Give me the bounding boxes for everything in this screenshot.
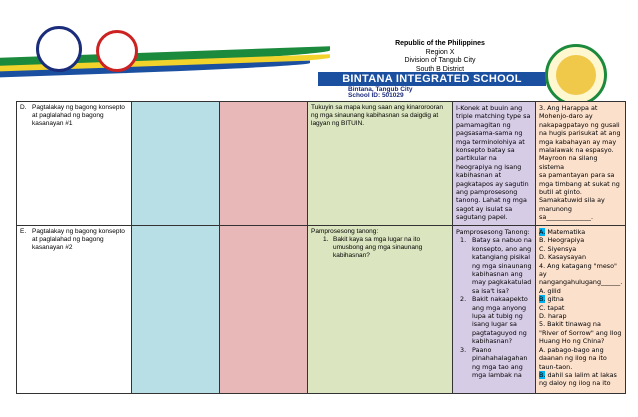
- answer-text: C. Siyensya: [539, 244, 577, 253]
- school-id: School ID: 501029: [348, 92, 404, 99]
- header-line-1: Republic of the Philippines: [395, 40, 485, 47]
- answer-line: butil at ginto.: [539, 188, 582, 197]
- answers-cell: [536, 102, 626, 226]
- lesson-plan-table: [16, 101, 626, 394]
- activity-b-title: Pamprosesong Tanong:: [456, 228, 530, 236]
- table-row-e: [17, 226, 626, 394]
- answer-line: na hugis parisukat at ang: [539, 129, 621, 138]
- answer-line: sa______________.: [539, 213, 594, 222]
- question-list: [311, 236, 449, 260]
- answer-line: Mohenjo-daro ay: [539, 112, 593, 121]
- answer-line: [539, 304, 622, 312]
- blue-column-cell: [132, 226, 220, 394]
- answer-text: Matematika: [545, 228, 586, 236]
- answer-line: [539, 262, 622, 287]
- question-number: 1.: [323, 236, 329, 243]
- procedure-cell: [17, 102, 132, 226]
- answer-line: mga kabahayan ay may: [539, 137, 617, 146]
- row-letter: E.: [20, 228, 27, 235]
- answers-list: [536, 102, 625, 224]
- activity-b-cell: [453, 102, 536, 226]
- answer-line: Mayroon na silang sistema: [539, 154, 598, 171]
- answer-line: [539, 320, 622, 345]
- answer-line: [539, 346, 622, 371]
- answer-line: [539, 287, 622, 295]
- row-letter: D.: [20, 104, 27, 111]
- answer-key-highlight: A.: [539, 228, 546, 236]
- answer-text: C. tapat: [539, 303, 565, 312]
- table-row-d: [17, 102, 626, 226]
- answer-line: marunong: [539, 204, 572, 213]
- question-number: 1.: [460, 236, 467, 245]
- answers-cell: [536, 226, 626, 394]
- answer-text: 4. Ang katagang "meso" ay nangangahulugang______.: [539, 261, 623, 287]
- answer-text: gitna: [545, 295, 564, 304]
- answer-key-highlight: B.: [539, 370, 546, 379]
- answer-text: A. gilid: [539, 286, 561, 295]
- school-name-banner: BINTANA INTEGRATED SCHOOL: [318, 72, 546, 86]
- answer-line: 3. Ang Harappa at: [539, 104, 598, 112]
- activity-a-title: Pamprosesong tanong:: [311, 228, 379, 235]
- question-text: Bakit nakaapekto ang mga anyong lupa at tubig ng isang lugar sa pagtataguyod ng kabihasnan?: [472, 295, 528, 346]
- header-line-2: Region X: [425, 48, 455, 56]
- answer-line: mga timbang at sukat ng: [539, 179, 620, 188]
- question-text: Paano pinahahalagahan ng mga tao ang mga lambak na: [472, 345, 528, 379]
- question-item: [456, 346, 532, 380]
- answer-line: [539, 236, 622, 244]
- answers-list: [536, 226, 625, 390]
- activity-b-cell: [453, 226, 536, 394]
- question-number: 2.: [460, 295, 467, 304]
- activity-a-cell: [308, 102, 453, 226]
- header-text: [330, 40, 550, 74]
- school-address: Bintana, Tangub City: [348, 86, 413, 93]
- question-number: 3.: [460, 345, 467, 354]
- question-item: [456, 236, 532, 295]
- procedure-text: Pagtalakay ng bagong konsepto at paglalahad ng bagong kasanayan #2: [32, 228, 125, 251]
- answer-line: [539, 295, 622, 303]
- pink-column-cell: [220, 226, 308, 394]
- question-item: [311, 236, 449, 260]
- answer-line: [539, 245, 622, 253]
- answer-line: [539, 312, 622, 320]
- answer-text: D. harap: [539, 312, 567, 321]
- answer-line: nakapagpatayo ng gusali: [539, 120, 620, 129]
- question-text: Bakit kaya sa mga lugar na ito umusbong ang mga sinaunang kabihasnan?: [333, 236, 423, 259]
- answer-key-highlight: B.: [539, 295, 546, 304]
- answer-text: dahil sa lalim at lakas ng daloy ng ilog na ito: [539, 370, 617, 388]
- procedure-cell: [17, 226, 132, 394]
- activity-b-text: I-Konek at buuin ang triple matching type sa pamamagitan ng pagsasama-sama ng mga terminolohiya at konsepto batay sa partikular na heograpiya ng isang kabihasnan at pagkatapos ay sagutin ang pamprosesong tanong. Lahat ng mga sagot ay isulat sa sagutang papel.: [456, 104, 531, 222]
- division-seal-icon: [96, 30, 138, 72]
- header-line-3: Division of Tangub City: [404, 57, 476, 64]
- question-item: [456, 295, 532, 345]
- answer-text: D. Kasaysayan: [539, 253, 586, 262]
- question-list: [456, 236, 532, 379]
- answer-text: A. pabago-bago ang daanan ng ilog na ito taun-taon.: [539, 345, 607, 371]
- blue-column-cell: [132, 102, 220, 226]
- school-seal-icon: [545, 44, 607, 106]
- procedure-text: Pagtalakay ng bagong konsepto at paglalahad ng bagong kasanayan #1: [32, 104, 125, 127]
- question-text: Batay sa nabuo na konsepto, ano ang katangiang pisikal ng mga sinaunang kabihasnan ang may pagkakatulad sa isa't isa?: [472, 236, 532, 295]
- answer-line: [539, 228, 622, 236]
- answer-line: sa pamantayan para sa: [539, 171, 615, 180]
- answer-text: B. Heograpiya: [539, 236, 585, 245]
- deped-seal-icon: [36, 26, 82, 72]
- answer-text: 5. Bakit tinawag na "River of Sorrow" ang Ilog Huang Ho ng China?: [539, 320, 622, 346]
- letterhead: [0, 0, 638, 100]
- pink-column-cell: [220, 102, 308, 226]
- answer-line: [539, 371, 622, 388]
- answer-line: Samakatuwid sila ay: [539, 196, 605, 205]
- activity-a-cell: [308, 226, 453, 394]
- answer-line: malalawak na espasyo.: [539, 146, 614, 155]
- header-line-4: South B District: [415, 65, 465, 73]
- answer-line: [539, 253, 622, 261]
- activity-a-text: Tukuyin sa mapa kung saan ang kinarorooran ng mga sinaunang kabihasnan sa daigdig at lagyan ng BITUIN.: [311, 104, 444, 127]
